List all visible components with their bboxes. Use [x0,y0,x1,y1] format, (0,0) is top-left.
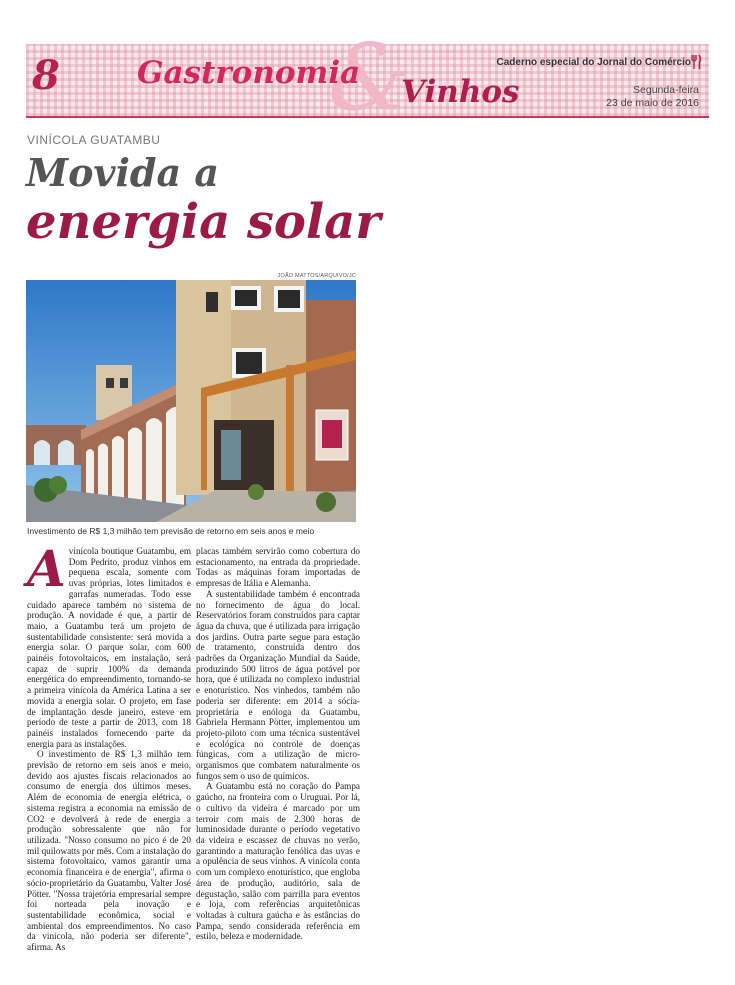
winery-photo [26,280,356,522]
paragraph: vinícola boutique Guatambu, em Dom Pedrito, produz vinhos em pequena escala, somente com uvas próprias, lotes limitados e garrafas numeradas. Todo esse cuidado aparece também no sistema de produção. A novidade é que, a partir de maio, a Guatambu terá um projeto de sustentabilidade consistente: será movida a energia solar. O parque solar, com 600 painéis fotovoltaicos, em instalação, será capaz de suprir 100% da demanda energética do empreendimento, tornando-se a primeira vinícola da América Latina a ser movida a energia solar. O projeto, em fase de implantação desde janeiro, esteve em período de teste a partir de 2013, com 18 painéis instalados fornecendo parte da energia para as instalações. [27,546,191,749]
photo-credit: JOÃO MATTOS/ARQUIVO/JC [277,273,356,279]
page-number: 8 [32,52,60,99]
headline-line-1: Movida a [26,150,219,195]
paragraph: A Guatambu está no coração do Pampa gaúcho, na fronteira com o Uruguai. Por lá, o cultivo da videira é marcado por um terroir com mais de 2.300 horas de luminosidade durante o período vegetativo da videira e escassez de chuvas no verão, garantindo a maturação fenólica das uvas e a opulência de seus vinhos. A vinícola conta com um complexo enoturístico, que engloba área de produção, auditório, sala de degustação, salão com parrilla para eventos e loja, com referências arquitetônicas voltadas à cultura gaúcha e às estâncias do Pampa, sendo considerada referência em estilo, beleza e modernidade. [196,781,360,942]
dateline [606,84,699,110]
paragraph: O investimento de R$ 1,3 milhão tem previsão de retorno em seis anos e meio, devido aos ajustes fiscais relacionados ao consumo de energia dos últimos meses. Além de economia de energia elétrica, o sistema registra a economia na emissão de CO2 e devolverá à rede de energia a produção sobressalente que não for utilizada. "Nosso consumo no pico é de 20 mil quilowatts por mês. Com a instalação do sistema fotovoltaico, vamos garantir uma economia financeira e de energia", afirma o sócio-proprietário da Guatambu, Valter José Pötter. "Nossa trajetória empresarial sempre foi norteada pela inovação e sustentabilidade econômica, social e ambiental dos empreendimentos. No caso da vinícola, não poderia ser diferente", afirma. As [27,749,191,953]
headline-line-2: energia solar [26,194,381,250]
drop-cap: A [27,539,66,598]
winery-building-illustration [26,280,356,522]
paragraph: A sustentabilidade também é encontrada no fornecimento de água do local. Reservatórios foram construídos para captar água da chuva, que é utilizada para irrigação dos jardins. Outra parte segue para estação de tratamento, construída dentro dos padrões da Organização Mundial da Saúde, produzindo 500 litros de água potável por hora, que é utilizada no complexo industrial e enoturístico. Nos vinhedos, também não poderia ser diferente: em 2014 a sócia-proprietária e enóloga da Guatambu, Gabriela Hermann Pötter, implementou um projeto-piloto com uma técnica sustentável e ecológica no controle de doenças fúngicas, com a utilização de micro-organismos que combatem naturalmente os fungos sem o uso de químicos. [196,588,360,781]
section-title-vinhos: Vinhos [401,74,520,110]
weekday: Segunda-feira [633,84,699,96]
paragraph: placas também servirão como cobertura do estacionamento, na entrada da propriedade. Todas as máquinas foram importadas de empresas de Itália e Alemanha. [196,546,360,589]
section-title-gastronomia: Gastronomia [137,55,361,91]
fork-knife-icon [690,54,702,70]
article-column-2 [196,546,360,942]
photo-caption: Investimento de R$ 1,3 milhão tem previsão de retorno em seis anos e meio [27,526,315,536]
supplement-label: Caderno especial do Jornal do Comércio [496,57,691,68]
masthead-ampersand: & [328,24,410,131]
article-kicker: VINÍCOLA GUATAMBU [27,133,161,147]
article-column-1 [27,539,191,953]
issue-date: 23 de maio de 2016 [606,97,699,109]
